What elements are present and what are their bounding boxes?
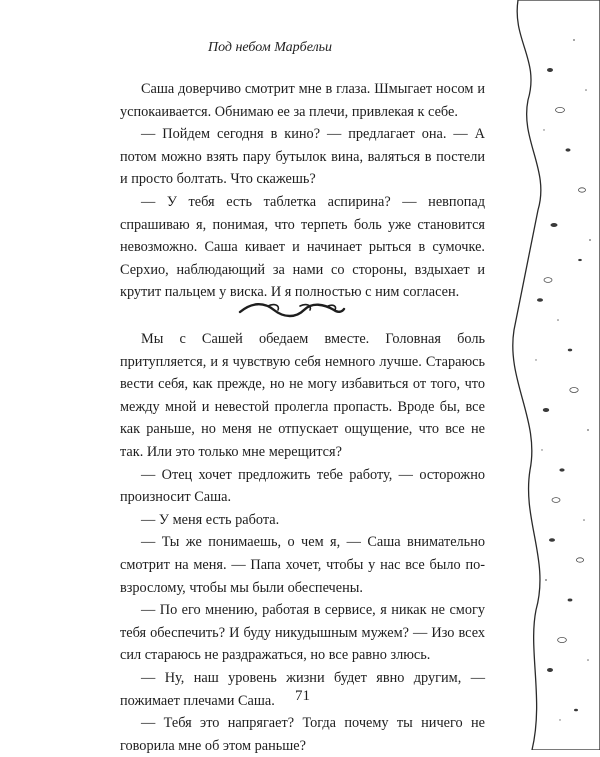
paragraph: — Тебя это напрягает? Тогда почему ты ничего не говорила мне об этом раньше? bbox=[120, 715, 485, 754]
paragraph: — Пойдем сегодня в кино? — предлагает она. — А потом можно взять пару бутылок вина, валяться в постели и просто болтать. Что скажешь? bbox=[120, 126, 485, 188]
paragraph: — У тебя есть таблетка аспирина? — невпопад спрашиваю я, понимая, что терпеть боль уже становится невозможно. Саша кивает и начинает рыться в сумочке. Серхио, наблюдающий за нами со стороны, вздыхает и крутит пальцем у виска. И я полностью с ним согласен. bbox=[120, 193, 485, 301]
running-header: Под небом Марбельи bbox=[207, 40, 333, 55]
paragraph: Мы с Сашей обедаем вместе. Головная боль притупляется, и я чувствую себя немного лучше. Стараюсь вести себя, как прежде, но не могу избавиться от того, что между мной и невестой пролегла пропасть. Вроде бы, все как раньше, но меня не отпускает ощущение, что все не так. Или это только мне мерещится? bbox=[120, 331, 485, 460]
paragraph: Саша доверчиво смотрит мне в глаза. Шмыгает носом и успокаивается. Обнимаю ее за плечи, привлекая к себе. bbox=[120, 81, 485, 120]
paragraph: — По его мнению, работая в сервисе, я никак не смогу тебя обеспечить? И буду никудышным мужем? — Изо всех сил стараюсь не раздражаться, но все равно злюсь. bbox=[120, 602, 485, 664]
wave-ornament-icon bbox=[238, 298, 346, 320]
paragraph: — Отец хочет предложить тебе работу, — осторожно произносит Саша. bbox=[120, 466, 485, 506]
paragraph: — Ну, наш уровень жизни будет явно другим, — пожимает плечами Саша. bbox=[120, 669, 485, 709]
pebble-border-illustration bbox=[510, 0, 600, 750]
text-section-1 bbox=[120, 78, 485, 304]
paragraph: — Ты же понимаешь, о чем я, — Саша внимательно смотрит на меня. — Папа хочет, чтобы у нас все было по-взрослому, чтобы мы были обеспечены. bbox=[120, 534, 485, 596]
page-number: 71 bbox=[295, 688, 310, 704]
paragraph: — У меня есть работа. bbox=[141, 511, 280, 528]
